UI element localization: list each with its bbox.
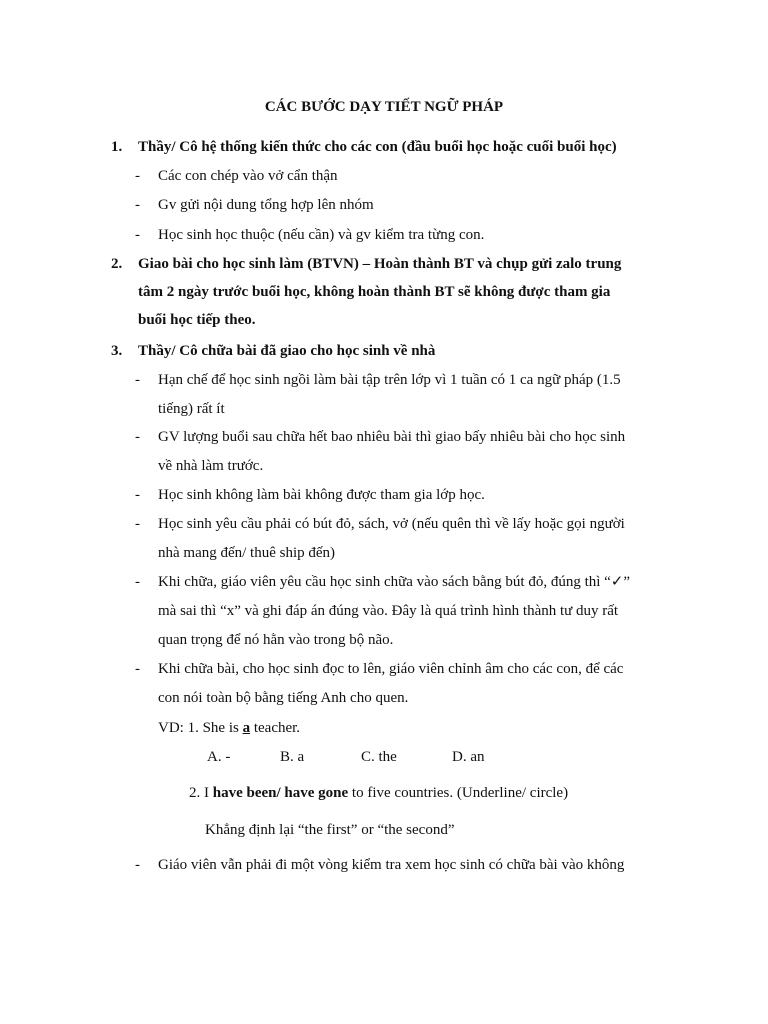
list-item-text: mà sai thì “x” và ghi đáp án đúng vào. Đây là quá trình hình thành tư duy rất (158, 603, 619, 619)
example-question-1 (158, 718, 300, 738)
section-heading-text: tâm 2 ngày trước buổi học, không hoàn thành BT sẽ không được tham gia (138, 284, 611, 300)
example-bold-word: a (242, 720, 251, 736)
page-title: CÁC BƯỚC DẠY TIẾT NGỮ PHÁP (264, 99, 504, 115)
section-1-heading (111, 133, 671, 161)
option-c: C. the (361, 749, 397, 765)
example-q2-prefix: 2. I (189, 785, 213, 801)
section-heading-text: Thầy/ Cô hệ thống kiến thức cho các con (đầu buổi học hoặc cuối buổi học) (138, 139, 617, 155)
list-item-text: về nhà làm trước. (158, 458, 264, 474)
section-number: 2. (111, 256, 123, 272)
list-item-text: Các con chép vào vở cẩn thận (158, 168, 338, 184)
list-item-text: Khi chữa, giáo viên yêu cầu học sinh chữa vào sách bằng bút đỏ, đúng thì “✓” (158, 574, 631, 590)
list-item: - Giáo viên vẫn phải đi một vòng kiểm tra xem học sinh có chữa bài vào không (135, 851, 675, 880)
example-q2-suffix: to five countries. (Underline/ circle) (348, 785, 569, 801)
example-question-2 (189, 783, 568, 803)
example-q2-bold: have been/ have gone (212, 785, 349, 801)
section-heading-text: Thầy/ Cô chữa bài đã giao cho học sinh về nhà (138, 343, 436, 359)
example-prefix: VD: 1. She is (158, 720, 243, 736)
list-item-text: Gv gửi nội dung tổng hợp lên nhóm (158, 197, 374, 213)
list-item-text: quan trọng để nó hằn vào trong bộ não. (158, 632, 394, 648)
list-item: - Gv gửi nội dung tổng hợp lên nhóm (135, 191, 675, 220)
section-3-heading (111, 337, 671, 365)
example-note: Khẳng định lại “the first” or “the second” (205, 822, 455, 838)
option-a: A. - (207, 749, 231, 765)
list-item-text: Giáo viên vẫn phải đi một vòng kiểm tra xem học sinh có chữa bài vào không (158, 857, 625, 873)
section-heading-text: buổi học tiếp theo. (138, 312, 256, 328)
list-item-text: GV lượng buổi sau chữa hết bao nhiêu bài thì giao bấy nhiêu bài cho học sinh (158, 429, 626, 445)
option-d: D. an (452, 749, 485, 765)
section-number: 1. (111, 139, 123, 155)
list-item: - GV lượng buổi sau chữa hết bao nhiêu bài thì giao bấy nhiêu bài cho học sinh về nhà làm trước. (135, 423, 675, 481)
list-item: - Khi chữa bài, cho học sinh đọc to lên, giáo viên chỉnh âm cho các con, để các con nói toàn bộ bằng tiếng Anh cho quen. (135, 655, 675, 713)
section-2-heading (111, 250, 671, 334)
option-b: B. a (280, 749, 305, 765)
list-item-text: con nói toàn bộ bằng tiếng Anh cho quen. (158, 690, 409, 706)
list-item: - Học sinh không làm bài không được tham gia lớp học. (135, 481, 675, 510)
list-item-text: Hạn chế để học sinh ngồi làm bài tập trên lớp vì 1 tuần có 1 ca ngữ pháp (1.5 (158, 372, 621, 388)
list-item: - Các con chép vào vở cẩn thận (135, 162, 675, 191)
list-item-text: Khi chữa bài, cho học sinh đọc to lên, giáo viên chỉnh âm cho các con, để các (158, 661, 624, 677)
list-item: - Học sinh yêu cầu phải có bút đỏ, sách, vở (nếu quên thì về lấy hoặc gọi người nhà mang đến/ thuê ship đến) (135, 510, 675, 568)
list-item: - Khi chữa, giáo viên yêu cầu học sinh chữa vào sách bằng bút đỏ, đúng thì “✓” mà sai thì “x” và ghi đáp án đúng vào. Đây là quá trình hình thành tư duy rất quan trọng để nó hằn vào trong bộ não. (135, 568, 675, 655)
list-item: - Học sinh học thuộc (nếu cần) và gv kiểm tra từng con. (135, 221, 675, 250)
section-number: 3. (111, 343, 123, 359)
section-heading-text: Giao bài cho học sinh làm (BTVN) – Hoàn thành BT và chụp gửi zalo trung (138, 256, 622, 272)
list-item-text: Học sinh học thuộc (nếu cần) và gv kiểm tra từng con. (158, 227, 485, 243)
example-suffix: teacher. (250, 720, 301, 736)
list-item-text: tiếng) rất ít (158, 401, 225, 417)
list-item-text: Học sinh yêu cầu phải có bút đỏ, sách, vở (nếu quên thì về lấy hoặc gọi người (158, 516, 625, 532)
list-item: - Hạn chế để học sinh ngồi làm bài tập trên lớp vì 1 tuần có 1 ca ngữ pháp (1.5 tiếng) rất ít (135, 366, 675, 424)
list-item-text: Học sinh không làm bài không được tham gia lớp học. (158, 487, 485, 503)
list-item-text: nhà mang đến/ thuê ship đến) (158, 545, 336, 561)
